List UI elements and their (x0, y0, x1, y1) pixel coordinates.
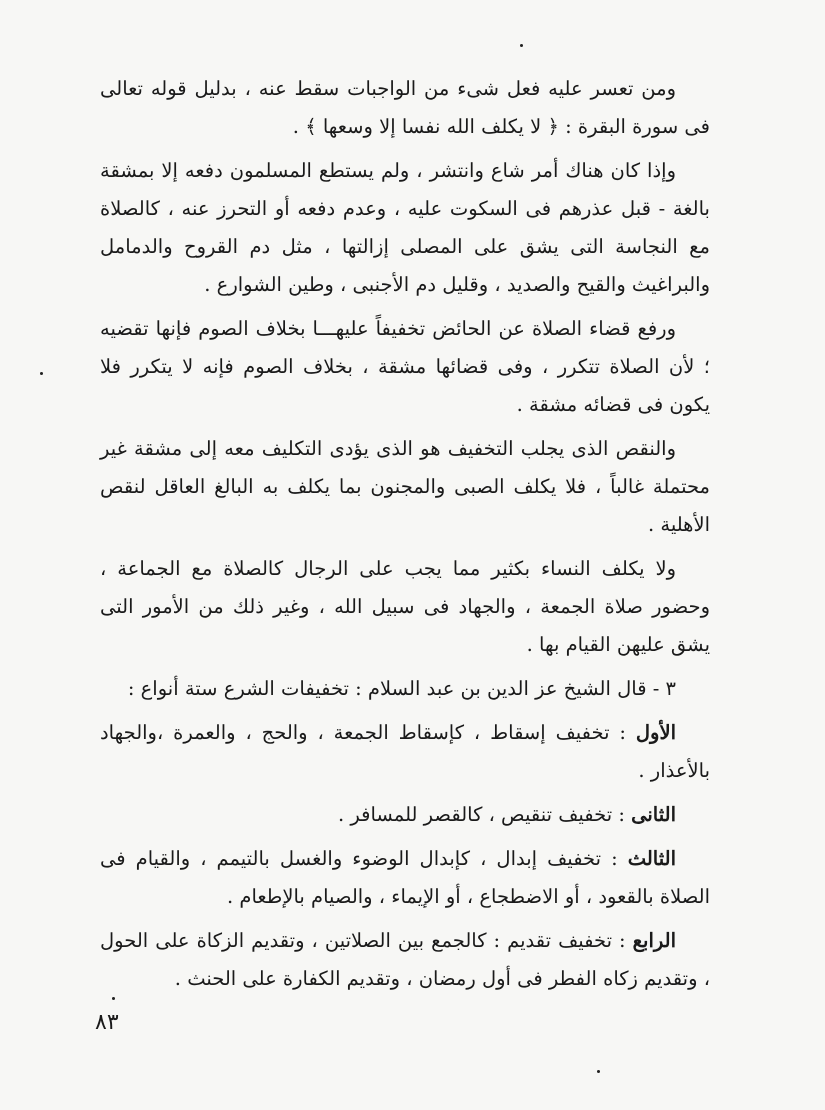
scan-speck (520, 44, 523, 47)
paragraph-1-text: ومن تعسر عليه فعل شىء من الواجبات سقط عنه ، بدليل قوله تعالى فى سورة البقرة : ﴿ لا يكلف الله نفسا إلا وسعها ﴾ . (100, 77, 710, 138)
paragraph-10-lead: الرابع (632, 929, 676, 952)
paragraph-10 (100, 922, 710, 998)
page-number: ٨٣ (95, 1010, 119, 1035)
paragraph-3 (100, 310, 710, 424)
scan-speck (597, 1070, 600, 1073)
paragraph-3-text: ورفع قضاء الصلاة عن الحائض تخفيفاً عليهـــا بخلاف الصوم فإنها تقضيه ؛ لأن الصلاة تتكرر ، وفى قضائها مشقة ، بخلاف الصوم فإنه لا يتكرر فلا يكون فى قضائه مشقة . (100, 317, 710, 416)
scan-speck (40, 372, 43, 375)
paragraph-5 (100, 550, 710, 664)
paragraph-7 (100, 714, 710, 790)
paragraph-8 (100, 796, 710, 834)
paragraph-6 (100, 670, 710, 708)
paragraph-5-text: ولا يكلف النساء بكثير مما يجب على الرجال كالصلاة مع الجماعة ، وحضور صلاة الجمعة ، والجهاد فى سبيل الله ، وغير ذلك من الأمور التى يشق عليهن القيام بها . (100, 557, 710, 656)
paragraph-4 (100, 430, 710, 544)
paragraph-9-text: : تخفيف إبدال ، كإبدال الوضوء والغسل بالتيمم ، والقيام فى الصلاة بالقعود ، أو الاضطجاع ، أو الإيماء ، والصيام بالإطعام . (100, 847, 710, 908)
body-text (100, 70, 710, 1004)
paragraph-10-text: : تخفيف تقديم : كالجمع بين الصلاتين ، وتقديم الزكاة على الحول ، وتقديم زكاه الفطر فى أول رمضان ، وتقديم الكفارة على الحنث . (100, 929, 710, 990)
paragraph-9-lead: الثالث (627, 847, 676, 870)
paragraph-1 (100, 70, 710, 146)
scan-speck (112, 997, 115, 1000)
paragraph-7-text: : تخفيف إسقاط ، كإسقاط الجمعة ، والحج ، والعمرة ،والجهاد بالأعذار . (100, 721, 710, 782)
paragraph-8-lead: الثانى (631, 803, 676, 826)
paragraph-8-text: : تخفيف تنقيص ، كالقصر للمسافر . (337, 803, 632, 826)
paragraph-6-text: ٣ - قال الشيخ عز الدين بن عبد السلام : تخفيفات الشرع ستة أنواع : (127, 677, 676, 700)
paragraph-9 (100, 840, 710, 916)
paragraph-2-text: وإذا كان هناك أمر شاع وانتشر ، ولم يستطع المسلمون دفعه إلا بمشقة بالغة - قبل عذرهم فى السكوت عليه ، وعدم دفعه أو التحرز عنه ، كالصلاة مع النجاسة التى يشق على المصلى إزالتها ، مثل دم القروح والدمامل والبراغيث والقيح والصديد ، وقليل دم الأجنبى ، وطين الشوارع . (100, 159, 710, 296)
paragraph-4-text: والنقص الذى يجلب التخفيف هو الذى يؤدى التكليف معه إلى مشقة غير محتملة غالباً ، فلا يكلف الصبى والمجنون بما يكلف به البالغ العاقل لنقص الأهلية . (100, 437, 710, 536)
paragraph-2 (100, 152, 710, 304)
paragraph-7-lead: الأول (635, 721, 676, 744)
